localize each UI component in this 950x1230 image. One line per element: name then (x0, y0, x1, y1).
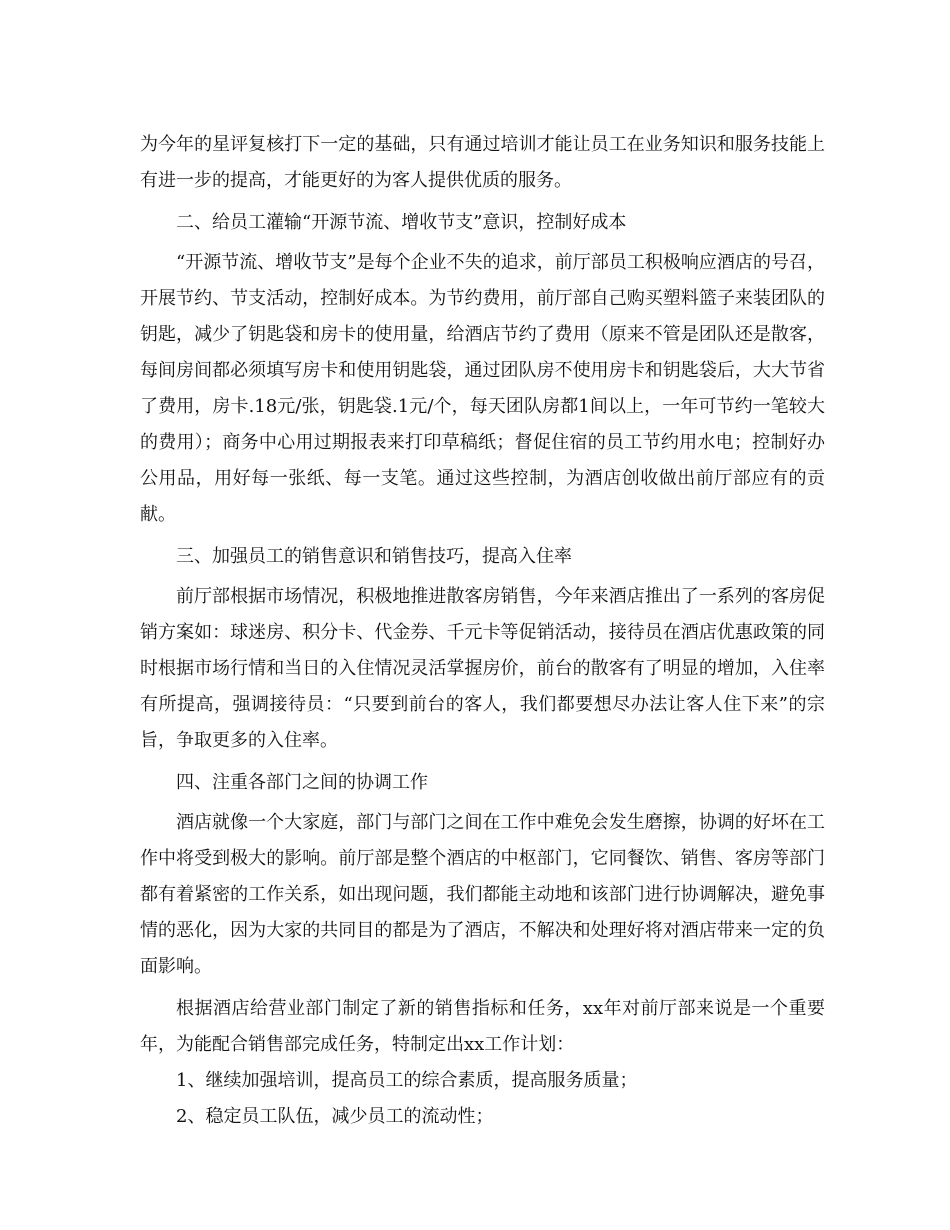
section-heading-sales: 三、加强员工的销售意识和销售技巧，提高入住率 (176, 546, 572, 567)
paragraph-plan-intro: 根据酒店给营业部门制定了新的销售指标和任务，xx年对前厅部来说是一个重要年，为能配合销售部完成任务，特制定出xx工作计划： (140, 998, 825, 1055)
paragraph-coordination: 酒店就像一个大家庭，部门与部门之间在工作中难免会发生磨擦，协调的好坏在工作中将受到极大的影响。前厅部是整个酒店的中枢部门，它同餐饮、销售、客房等部门都有着紧密的工作关系，如出现问题，我们都能主动地和该部门进行协调解决，避免事情的恶化，因为大家的共同目的都是为了酒店，不解决和处理好将对酒店带来一定的负面影响。 (140, 812, 825, 977)
paragraph-cost-control: “开源节流、增收节支”是每个企业不失的追求，前厅部员工积极响应酒店的号召，开展节约、节支活动，控制好成本。为节约费用，前厅部自己购买塑料篮子来装团队的钥匙，减少了钥匙袋和房卡的使用量，给酒店节约了费用（原来不管是团队还是散客，每间房间都必须填写房卡和使用钥匙袋，通过团队房不使用房卡和钥匙袋后，大大节省了费用，房卡.18元/张，钥匙袋.1元/个，每天团队房都1间以上，一年可节约一笔较大的费用）；商务中心用过期报表来打印草稿纸；督促住宿的员工节约用水电；控制好办公用品，用好每一张纸、每一支笔。通过这些控制，为酒店创收做出前厅部应有的贡献。 (140, 252, 825, 525)
plan-list-item-1: 1、继续加强培训，提高员工的综合素质，提高服务质量； (176, 1070, 638, 1091)
section-heading-cost-control: 二、给员工灌输“开源节流、增收节支”意识，控制好成本 (176, 212, 627, 233)
section-heading-coordination: 四、注重各部门之间的协调工作 (176, 772, 428, 793)
continuation-paragraph: 为今年的星评复核打下一定的基础，只有通过培训才能让员工在业务知识和服务技能上有进一步的提高，才能更好的为客人提供优质的服务。 (140, 134, 825, 191)
paragraph-sales: 前厅部根据市场情况，积极地推进散客房销售，今年来酒店推出了一系列的客房促销方案如：球迷房、积分卡、代金券、千元卡等促销活动，接待员在酒店优惠政策的同时根据市场行情和当日的入住情况灵活掌握房价，前台的散客有了明显的增加，入住率有所提高，强调接待员：“只要到前台的客人，我们都要想尽办法让客人住下来”的宗旨，争取更多的入住率。 (140, 586, 825, 751)
document-body (140, 127, 825, 1135)
plan-list-item-2: 2、稳定员工队伍，减少员工的流动性； (176, 1106, 494, 1127)
